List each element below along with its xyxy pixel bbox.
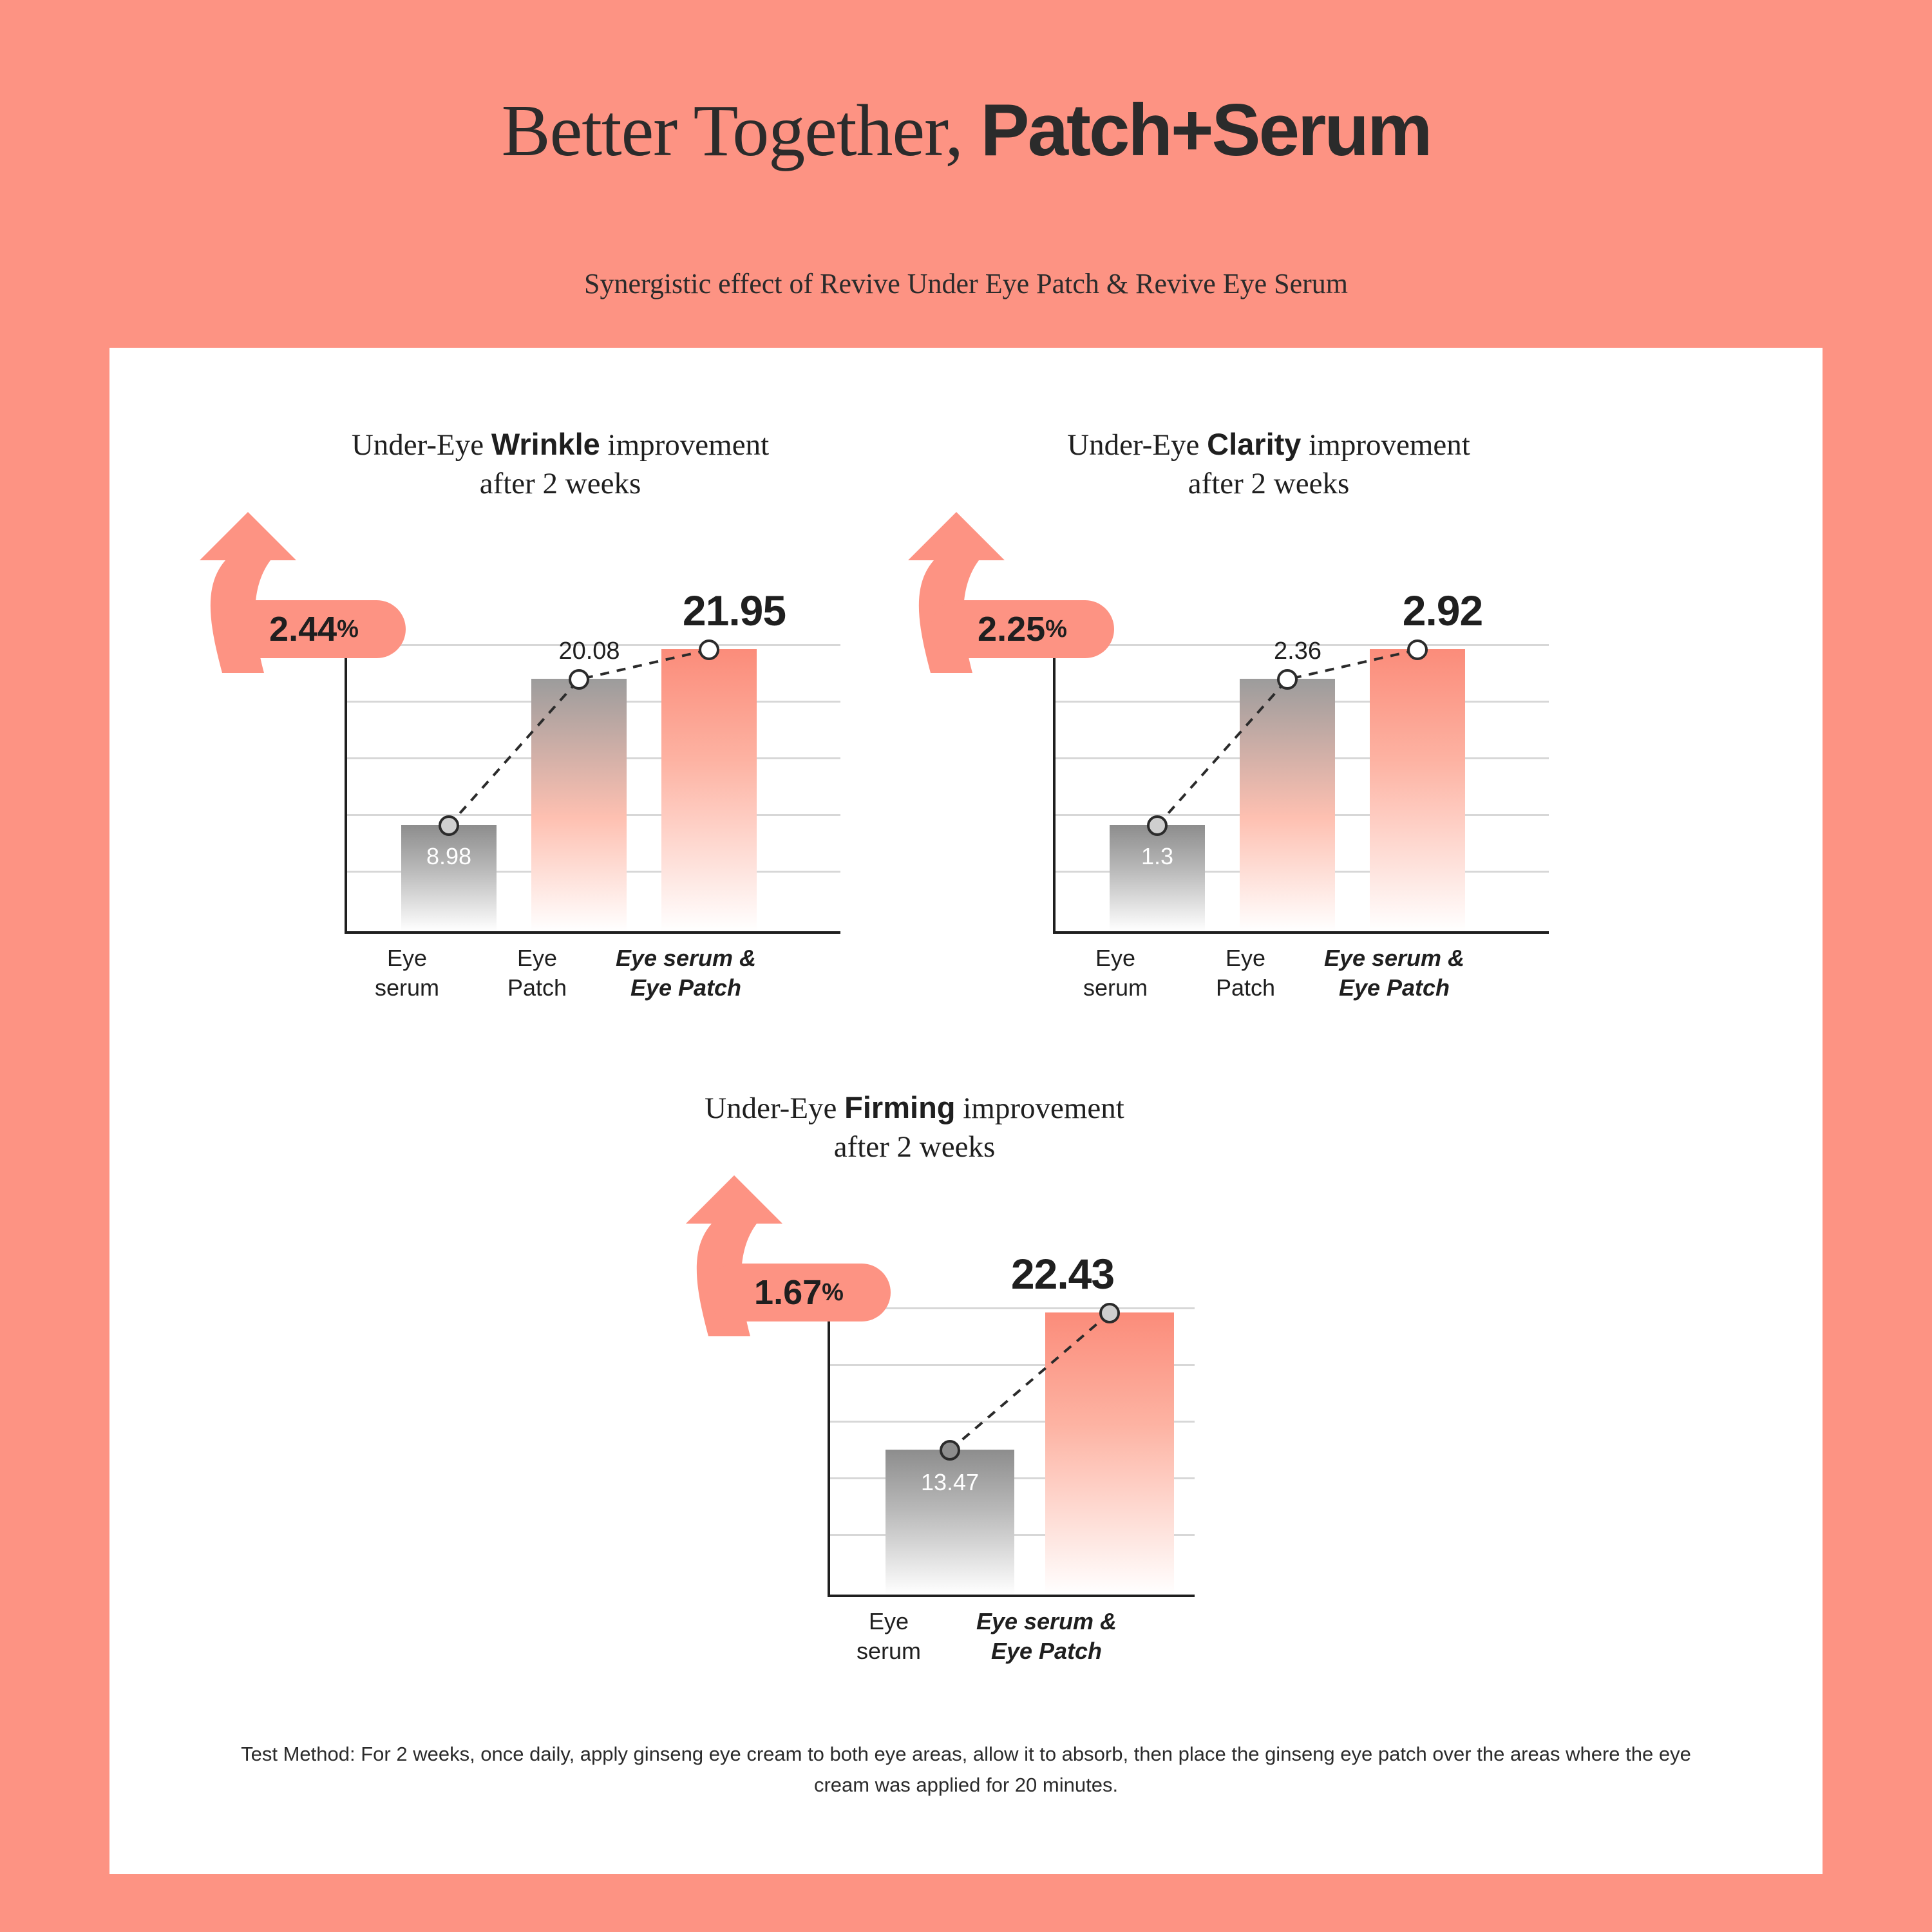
chart-card [109,348,1823,1874]
chart-firming-title-suffix: improvement [955,1092,1124,1125]
x-label-eye-serum: Eye serum [856,1608,922,1665]
chart-firming-title-keyword: Firming [844,1090,956,1124]
chart-wrinkle-title [187,425,934,503]
uplift-unit: % [1045,615,1067,643]
value-label-serum-and-patch: 22.43 [1010,1250,1115,1298]
chart-clarity-title [895,425,1642,503]
value-label-eye-patch: 2.36 [1274,638,1321,665]
uplift-value: 2.44 [269,610,337,649]
chart-clarity [895,425,1642,1159]
page-title [0,90,1932,171]
bar-value-eye-serum: 13.47 [920,1469,980,1495]
chart-clarity-title-line2: after 2 weeks [1188,467,1350,501]
test-method-footnote: Test Method: For 2 weeks, once daily, apply ginseng eye cream to both eye areas, allow it to absorb, then place the ginseng eye patch over the areas where the eye cream was applied for 20 minutes. [241,1743,1691,1797]
x-label-eye-patch: Eye Patch [507,945,567,1001]
uplift-value: 1.67 [754,1273,822,1312]
uplift-badge [707,1264,891,1321]
trend-line [1053,618,1549,934]
x-label-eye-patch: Eye Patch [1215,945,1276,1001]
chart-clarity-title-prefix: Under-Eye [1067,428,1208,462]
bar-value-eye-serum: 8.98 [426,843,472,869]
chart-wrinkle-title-keyword: Wrinkle [491,427,600,461]
chart-clarity-title-suffix: improvement [1301,428,1470,462]
uplift-unit: % [337,615,359,643]
x-label-eye-serum: Eye serum [374,945,440,1001]
chart-firming-title-line2: after 2 weeks [833,1130,996,1164]
chart-firming [541,1088,1288,1823]
uplift-badge [222,600,406,658]
x-label-serum-and-patch: Eye serum & Eye Patch [976,1608,1117,1665]
value-label-serum-and-patch: 21.95 [682,587,786,634]
chart-wrinkle-title-line2: after 2 weeks [479,467,641,501]
page-title-serif: Better Together, [501,90,981,171]
chart-clarity-plot [1053,618,1549,934]
uplift-value: 2.25 [978,610,1046,649]
page-subtitle: Synergistic effect of Revive Under Eye Patch & Revive Eye Serum [583,268,1349,299]
value-label-eye-patch: 20.08 [558,638,620,665]
page-title-sans: Patch+Serum [980,90,1431,171]
chart-firming-title [541,1088,1288,1166]
trend-line [828,1282,1195,1597]
trend-line [345,618,840,934]
uplift-badge [931,600,1114,658]
chart-wrinkle [187,425,934,1159]
value-label-serum-and-patch: 2.92 [1402,587,1483,634]
chart-wrinkle-plot [345,618,840,934]
chart-firming-plot [828,1282,1195,1597]
bar-value-eye-serum: 1.3 [1141,843,1174,869]
chart-wrinkle-title-prefix: Under-Eye [351,428,491,462]
x-label-serum-and-patch: Eye serum & Eye Patch [615,945,757,1001]
chart-firming-title-prefix: Under-Eye [705,1092,845,1125]
x-label-eye-serum: Eye serum [1083,945,1148,1001]
x-label-serum-and-patch: Eye serum & Eye Patch [1323,945,1465,1001]
uplift-unit: % [822,1278,844,1306]
chart-wrinkle-title-suffix: improvement [600,428,770,462]
chart-clarity-title-keyword: Clarity [1207,427,1302,461]
